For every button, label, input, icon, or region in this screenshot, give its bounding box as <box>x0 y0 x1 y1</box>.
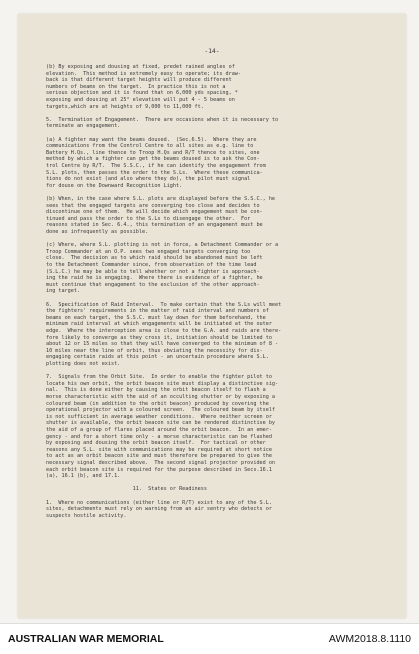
footer-reference: AWM2018.8.1110 <box>328 633 411 645</box>
text-line: terminate an engagement. <box>46 123 121 130</box>
text-line: fore likely to converge as they cross it, initiation should be limited to <box>46 334 272 341</box>
text-line: about 12 or 15 miles so that they will have converged to the minimum of 8 - <box>46 341 279 348</box>
text-line: morse characteristic with the aid of an occulting shutter or by exposing a <box>46 394 276 400</box>
text-line: exposing and dousing at 25° elevation will put 4 - 5 beams on <box>46 97 235 103</box>
text-line: discontinue one of them. He will decide which engagement must be con- <box>46 209 263 216</box>
text-line: serious objection and it is found that on 6,000 yds spacing, * <box>46 90 238 97</box>
text-line: shutter is available, the orbit beacon site can be rendered distinctive by <box>46 420 276 427</box>
text-line: (c) Where, where S.L. plotting is not in force, a Detachment Commander or a <box>46 242 279 249</box>
text-line: S.L. plots, then passes the order to the S.Ls. Where these communica- <box>46 169 263 176</box>
text-line: 5. Termination of Engagement. There are occasions when it is necessary to <box>46 116 279 123</box>
text-line: 1. Where no communications (either line or R/T) exist to any of the S.L. <box>46 499 272 506</box>
document-page <box>18 14 406 618</box>
text-line: engaging certain raids at this point - an uncertain procedure where S.L. <box>46 354 269 361</box>
text-line: elevation. This method is extremely easy to operate; its draw- <box>46 70 241 77</box>
text-line: (a), 16.1 (b), and 17.1. <box>46 473 121 480</box>
text-line: 10 miles near the line of orbit, thus obviating the necessity for dis- <box>46 347 263 354</box>
text-line: numbers of beams on the target. In practice this is not a <box>46 83 226 90</box>
text-line: 11. States or Readiness <box>46 486 207 493</box>
text-line: to the Detachment Commander since, from observation of the time lead <box>46 262 257 268</box>
text-line: locate his own orbit, the orbit beacon site must display a distinctive sig- <box>46 380 279 387</box>
text-line: must continue that engagement to the exclusion of the other approach- <box>46 281 260 288</box>
text-line: edge. Where the interception area is close to the G.A. and raids are there- <box>46 328 282 334</box>
text-line: to act as an orbit beacon site and must therefore be prepared to give the <box>46 453 272 460</box>
text-line: sites, detachments must rely on warning from an air sentry who detects or <box>46 506 272 513</box>
text-line: method by which a fighter can get the beams doused is to ask the Con- <box>46 156 260 163</box>
text-line: done as infrequently as possible. <box>46 229 149 235</box>
text-line: ing target. <box>46 288 81 295</box>
text-line: sees that the engaged targets are converging too close and decides to <box>46 202 260 209</box>
text-line: gency - and for a short time only - a morse characteristic can be flashed <box>46 433 272 440</box>
text-line: is not sufficient in average weather conditions. Where neither screen or <box>46 413 272 420</box>
text-line: reasons stated in Sec. 6.4., this termination of an engagement must be <box>46 222 263 229</box>
text-line: Troop Commander at an O.P. sees two engaged targets converging too <box>46 248 251 255</box>
page-number: -14- <box>204 48 220 55</box>
text-line: tions do not exist (and also where they do), the pilot must signal <box>46 176 251 183</box>
text-line: close. The decision as to which raid should be abandoned must be left <box>46 255 263 262</box>
archive-footer <box>0 623 419 654</box>
text-line: tinued and pass the order to the S.Ls to disengage the other. For <box>46 215 251 222</box>
text-line: coloured beam (in addition to the orbit beacon) produced by covering the <box>46 400 269 407</box>
text-line: minimum raid interval at which engagements will be initiated at the outer <box>46 321 272 328</box>
text-line: necessary signal described above. The second signal projector provided on <box>46 460 276 466</box>
footer-institution: AUSTRALIAN WAR MEMORIAL <box>8 633 164 645</box>
text-line: trol Centre by R/T. The S.S.C., if he can identify the engagement from <box>46 163 266 169</box>
text-line: (S.L.C.) he may be able to tell whether or not a fighter is approach- <box>46 268 260 275</box>
text-line: communications from the Control Centre to all sites as e.g. line to <box>46 143 254 150</box>
text-line: the fighters' requirements in the matter of raid interval and numbers of <box>46 308 269 315</box>
text-line: (b) By exposing and dousing at fixed, predet rained angles of <box>46 64 235 70</box>
text-line: the aid of a group of flares placed around the orbit beacon. In an emer- <box>46 427 272 433</box>
text-line: operational projector with a coloured screen. The coloured beam by itself <box>46 407 276 414</box>
text-line: targets,which are at heights of 9,000 to 11,000 ft. <box>46 103 204 110</box>
text-line: back is that different target heights will produce different <box>46 77 232 84</box>
text-line: nal. This is done either by causing the orbit beacon itself to flash a <box>46 387 266 394</box>
text-line: plotting does not exist. <box>46 361 121 367</box>
text-line: (b) When, in the case where S.L. plots are displayed before the S.S.C., he <box>46 196 276 202</box>
text-line: Battery H.Qs., line thence to Troop H.Qs and R/T thence to sites, one <box>46 149 260 156</box>
text-line: reasons any S.L. site with communications may be required at short notice <box>46 446 272 453</box>
text-line: 7. Signals from the Orbit Site. In order to enable the fighter pilot to <box>46 374 272 381</box>
text-line: suspects hostile activity. <box>46 512 127 519</box>
text-line: (a) A fighter may want the beams doused. (Sec.6.5). Where they are <box>46 136 257 143</box>
text-line: ing the raid he is engaging. Where there is evidence of a fighter, he <box>46 275 263 282</box>
text-line: by exposing and dousing the orbit beacon itself. For tactical or other <box>46 440 266 447</box>
text-line: for douse on the Downward Recognition Light. <box>46 182 183 189</box>
text-line: beams on each target, the S.S.C. must lay down for them beforehand, the <box>46 314 266 321</box>
text-line: 6. Specification of Raid Interval. To make certain that the S.Ls will meet <box>46 301 282 308</box>
text-line: each orbit beacon site is required for the purpose described in Secs.16.1 <box>46 466 272 473</box>
